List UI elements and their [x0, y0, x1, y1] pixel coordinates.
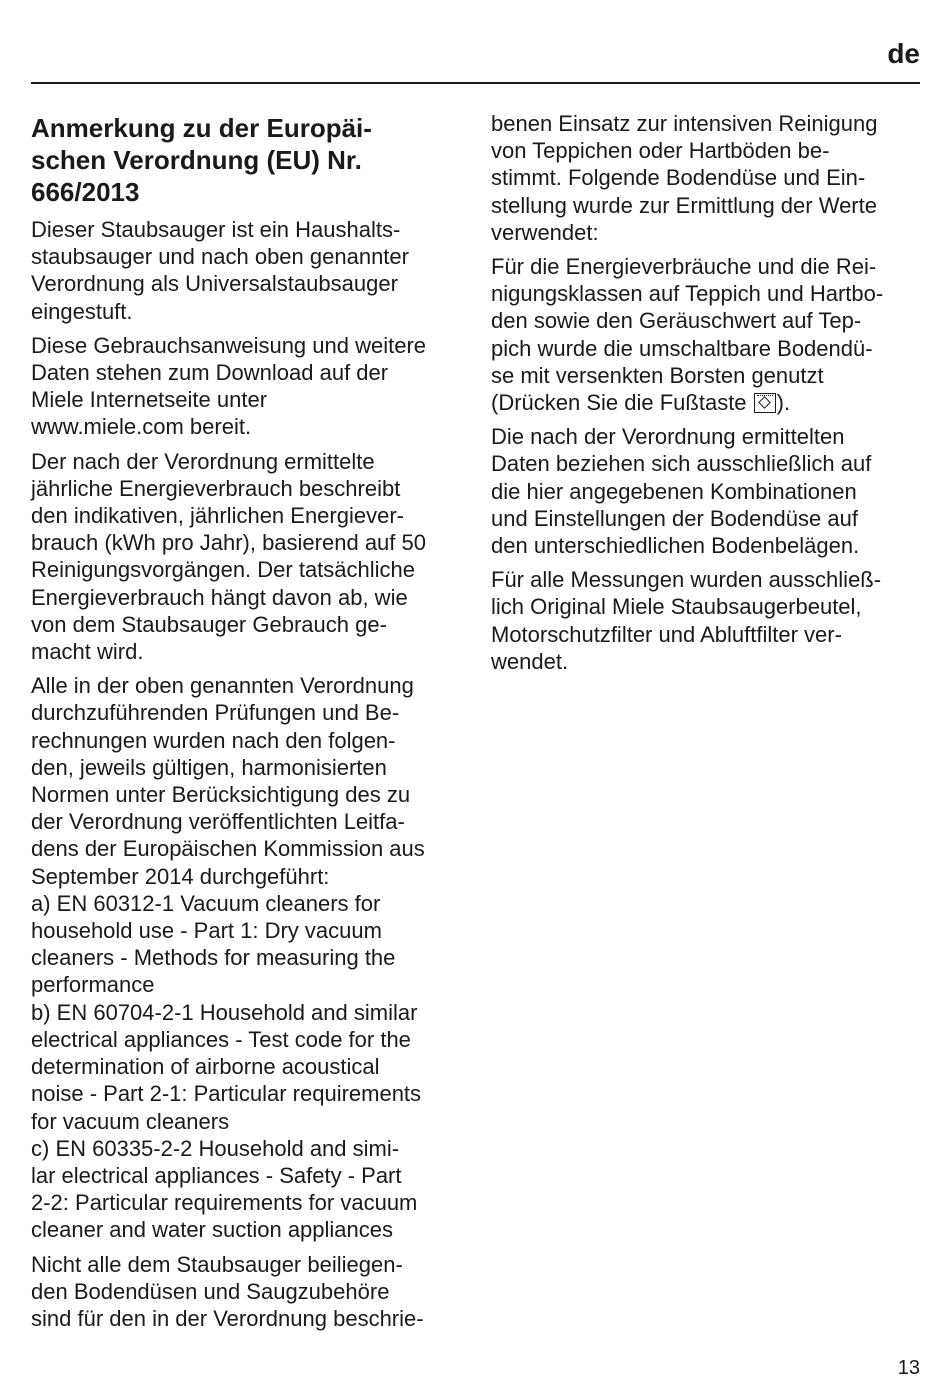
nozzle-setting-lines	[491, 253, 921, 389]
text-line: for vacuum cleaners	[31, 1108, 230, 1134]
text-line: Dieser Staubsauger ist ein Haushalts-	[31, 217, 401, 242]
text-line: der Verordnung veröffentlichten Leitfa-	[31, 809, 405, 835]
text-line: lich Original Miele Staubsaugerbeutel,	[491, 594, 862, 620]
text-line: jährliche Energieverbrauch beschreibt	[31, 475, 401, 501]
left-column	[31, 110, 471, 1339]
text-line: b) EN 60704-2-1 Household and similar	[31, 999, 418, 1025]
text-line: September 2014 durchgeführt:	[31, 863, 330, 889]
text-line: nigungsklassen auf Teppich und Hartbo-	[491, 281, 884, 307]
text-line: Reinigungsvorgängen. Der tatsächliche	[31, 557, 416, 583]
text-line: dens der Europäischen Kommission aus	[31, 836, 425, 862]
text-line: Nicht alle dem Staubsauger beiliegen-	[31, 1251, 403, 1277]
paragraph-data-scope	[491, 423, 921, 559]
text-line: cleaners - Methods for measuring the	[31, 945, 396, 971]
text-line: den Bodendüsen und Saugzubehöre	[31, 1278, 390, 1304]
text-line: lar electrical appliances - Safety - Part	[31, 1162, 402, 1188]
pedal-instruction-text: (Drücken Sie die Fußtaste	[491, 390, 753, 416]
paragraph-energy	[31, 448, 471, 666]
text-line: von dem Staubsauger Gebrauch ge-	[31, 611, 387, 637]
paragraph-intended-use	[491, 110, 921, 246]
text-line: von Teppichen oder Hartböden be-	[491, 138, 830, 164]
text-line: stimmt. Folgende Bodendüse und Ein-	[491, 165, 866, 191]
text-line: eingestuft.	[31, 298, 133, 324]
heading-line: 666/2013	[31, 177, 140, 207]
paragraph-download	[31, 332, 471, 441]
right-column	[491, 110, 921, 682]
heading-line: schen Verordnung (EU) Nr.	[31, 145, 362, 175]
text-line: den indikativen, jährlichen Energiever-	[31, 503, 404, 529]
text-line: determination of airborne acoustical	[31, 1054, 380, 1080]
text-line: und Einstellungen der Bodendüse auf	[491, 505, 858, 531]
text-line: Die nach der Verordnung ermittelten	[491, 424, 845, 450]
text-line: den unterschiedlichen Bodenbelägen.	[491, 533, 860, 559]
text-line: a) EN 60312-1 Vacuum cleaners for	[31, 890, 381, 916]
text-line: den sowie den Geräuschwert auf Tep-	[491, 308, 862, 334]
text-line: 2-2: Particular requirements for vacuum	[31, 1190, 418, 1216]
text-line: se mit versenkten Borsten genutzt	[491, 362, 824, 388]
text-line: electrical appliances - Test code for the	[31, 1026, 411, 1052]
header-rule	[31, 82, 920, 84]
text-line: noise - Part 2-1: Particular requirements	[31, 1081, 422, 1107]
paragraph-nozzle-setting	[491, 253, 921, 416]
paragraph-measurements	[491, 566, 921, 675]
text-line: Für die Energieverbräuche und die Rei-	[491, 254, 877, 280]
text-line: Alle in der oben genannten Verordnung	[31, 673, 414, 699]
text-line: performance	[31, 972, 155, 998]
text-line: brauch (kWh pro Jahr), basierend auf 50	[31, 530, 426, 556]
text-line: die hier angegebenen Kombinationen	[491, 478, 857, 504]
text-line: Der nach der Verordnung ermittelte	[31, 448, 375, 474]
text-line: Normen unter Berücksichtigung des zu	[31, 782, 411, 808]
text-line: Verordnung als Universalstaubsauger	[31, 271, 398, 297]
text-line: den, jeweils gültigen, harmonisierten	[31, 754, 387, 780]
text-line: www.miele.com bereit.	[31, 414, 252, 440]
text-line: verwendet:	[491, 219, 599, 245]
paragraph-classification	[31, 216, 471, 325]
page-number: 13	[897, 1357, 920, 1379]
text-line: benen Einsatz zur intensiven Reinigung	[491, 111, 878, 136]
text-line: Miele Internetseite unter	[31, 387, 268, 413]
text-line: rechnungen wurden nach den folgen-	[31, 727, 396, 753]
text-line: Für alle Messungen wurden ausschließ-	[491, 567, 882, 593]
text-line: Daten stehen zum Download auf der	[31, 360, 389, 386]
language-tag: de	[887, 38, 920, 69]
floor-pedal-icon	[754, 393, 776, 413]
text-line: staubsauger und nach oben genannter	[31, 244, 409, 270]
text-line: durchzuführenden Prüfungen und Be-	[31, 700, 400, 726]
text-line: cleaner and water suction appliances	[31, 1217, 394, 1243]
text-line: c) EN 60335-2-2 Household and simi-	[31, 1135, 400, 1161]
heading-line: Anmerkung zu der Europäi-	[31, 113, 372, 143]
text-line: Diese Gebrauchsanweisung und weitere	[31, 332, 427, 358]
text-line: Motorschutzfilter und Abluftfilter ver-	[491, 621, 842, 647]
text-line: wendet.	[491, 648, 569, 674]
paragraph-accessories	[31, 1251, 471, 1333]
text-line: pich wurde die umschaltbare Bodendü-	[491, 335, 873, 361]
text-line: household use - Part 1: Dry vacuum	[31, 918, 382, 944]
text-line: Daten beziehen sich ausschließlich auf	[491, 451, 872, 477]
text-line: macht wird.	[31, 639, 144, 665]
text-line: sind für den in der Verordnung beschrie-	[31, 1305, 424, 1331]
paragraph-standards	[31, 672, 471, 1243]
text-line: stellung wurde zur Ermittlung der Werte	[491, 192, 877, 218]
pedal-instruction-line	[491, 389, 921, 416]
text-line: Energieverbrauch hängt davon ab, wie	[31, 584, 408, 610]
section-heading	[31, 112, 471, 208]
pedal-instruction-end: ).	[776, 390, 791, 416]
